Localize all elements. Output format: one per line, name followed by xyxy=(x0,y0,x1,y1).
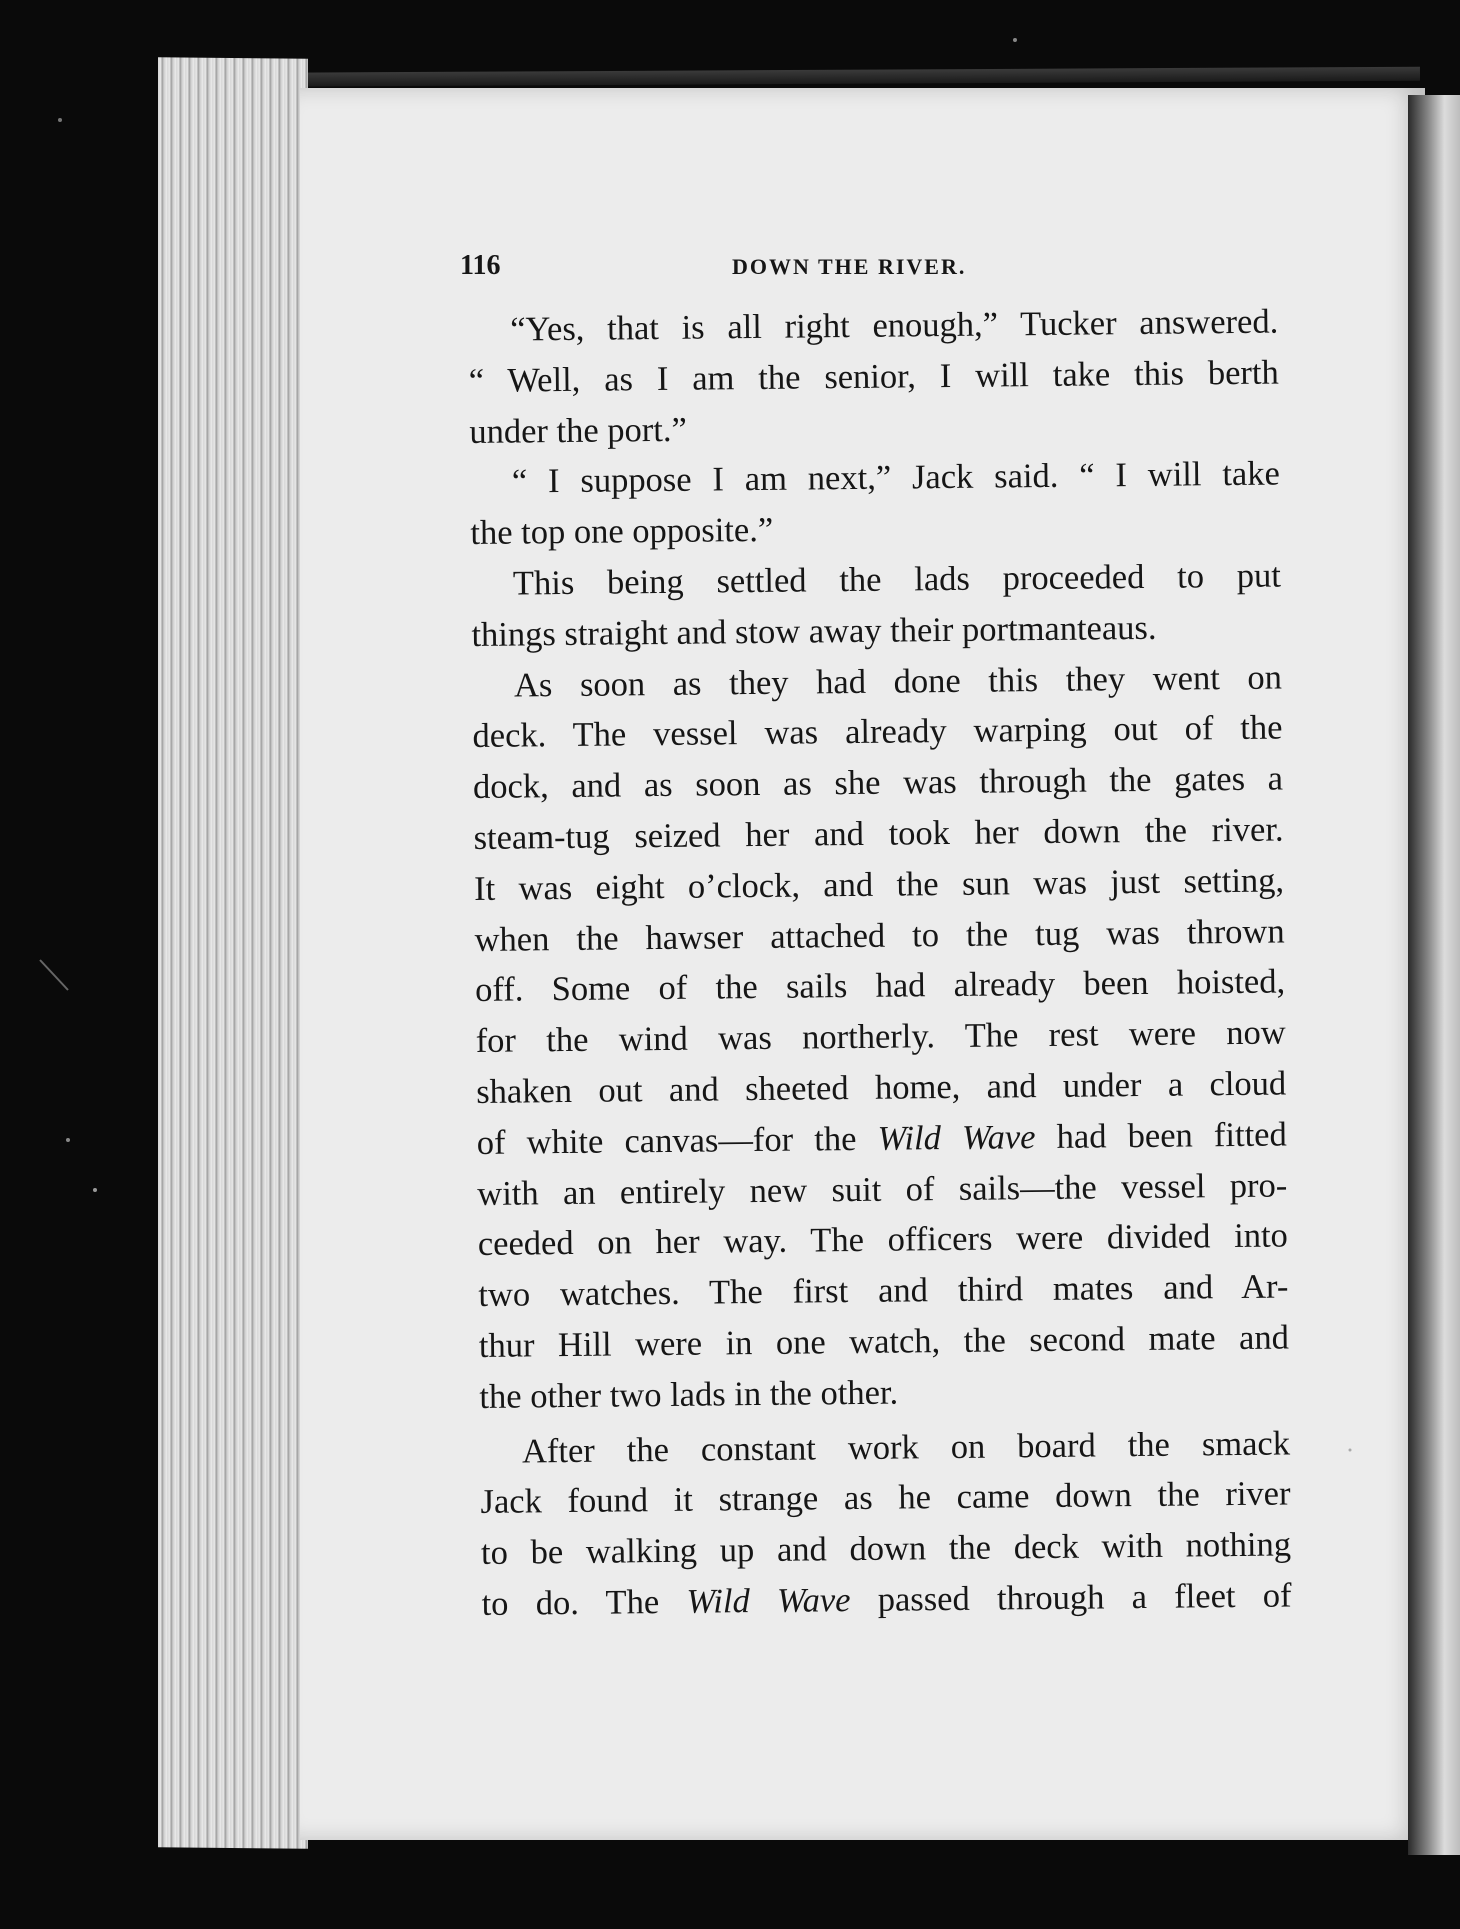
page-header xyxy=(460,250,1300,290)
text-line: “ I suppose I am next,” Jack said. “ I will take xyxy=(511,454,1281,501)
text-line: under the port.” xyxy=(469,410,687,451)
text-line: deck. The vessel was already warping out of the xyxy=(472,708,1283,756)
book-top-edge xyxy=(170,67,1420,88)
text-line: After the constant work on board the smack xyxy=(521,1423,1291,1471)
text-line: to do. The Wild Wave passed through a fleet of xyxy=(481,1576,1292,1623)
text-line: two watches. The first and third mates and Ar- xyxy=(478,1267,1289,1315)
text-line: thur Hill were in one watch, the second mate and xyxy=(478,1318,1290,1365)
text-line: “ Well, as I am the senior, I will take this berth xyxy=(468,353,1279,400)
text-line: It was eight o’clock, and the sun was just setting, xyxy=(473,861,1285,908)
text-line: ceeded on her way. The officers were divided into xyxy=(477,1216,1288,1264)
text-line: of white canvas—for the Wild Wave had been fitted xyxy=(476,1115,1287,1162)
text-line: “Yes, that is all right enough,” Tucker answered. xyxy=(510,302,1279,349)
text-line: Jack found it strange as he came down the river xyxy=(480,1474,1291,1522)
text-line: things straight and stow away their portmanteaus. xyxy=(471,608,1157,654)
text-line: for the wind was northerly. The rest were now xyxy=(475,1013,1286,1061)
body-text xyxy=(468,297,1292,1630)
ship-name: Wild Wave xyxy=(877,1117,1036,1158)
text-line: As soon as they had done this they went on xyxy=(513,658,1283,705)
ship-name: Wild Wave xyxy=(686,1580,851,1621)
text-line: the top one opposite.” xyxy=(470,511,774,553)
page-stack-edges xyxy=(158,57,308,1849)
text-line: shaken out and sheeted home, and under a cloud xyxy=(476,1064,1287,1111)
text-line: when the hawser attached to the tug was thrown xyxy=(474,912,1285,959)
text-line: to be walking up and down the deck with nothing xyxy=(480,1525,1292,1573)
text-line: This being settled the lads proceeded to put xyxy=(512,556,1282,603)
text-line: the other two lads in the other. xyxy=(479,1373,899,1416)
book-gutter xyxy=(1408,95,1460,1855)
page-number: 116 xyxy=(460,250,501,281)
running-head: DOWN THE RIVER. xyxy=(732,254,967,279)
text-line: steam-tug seized her and took her down the river. xyxy=(473,810,1284,857)
text-line: with an entirely new suit of sails—the vessel pro- xyxy=(477,1166,1288,1213)
text-line: off. Some of the sails had already been hoisted, xyxy=(474,962,1286,1010)
text-line: dock, and as soon as she was through the gates a xyxy=(472,759,1284,807)
